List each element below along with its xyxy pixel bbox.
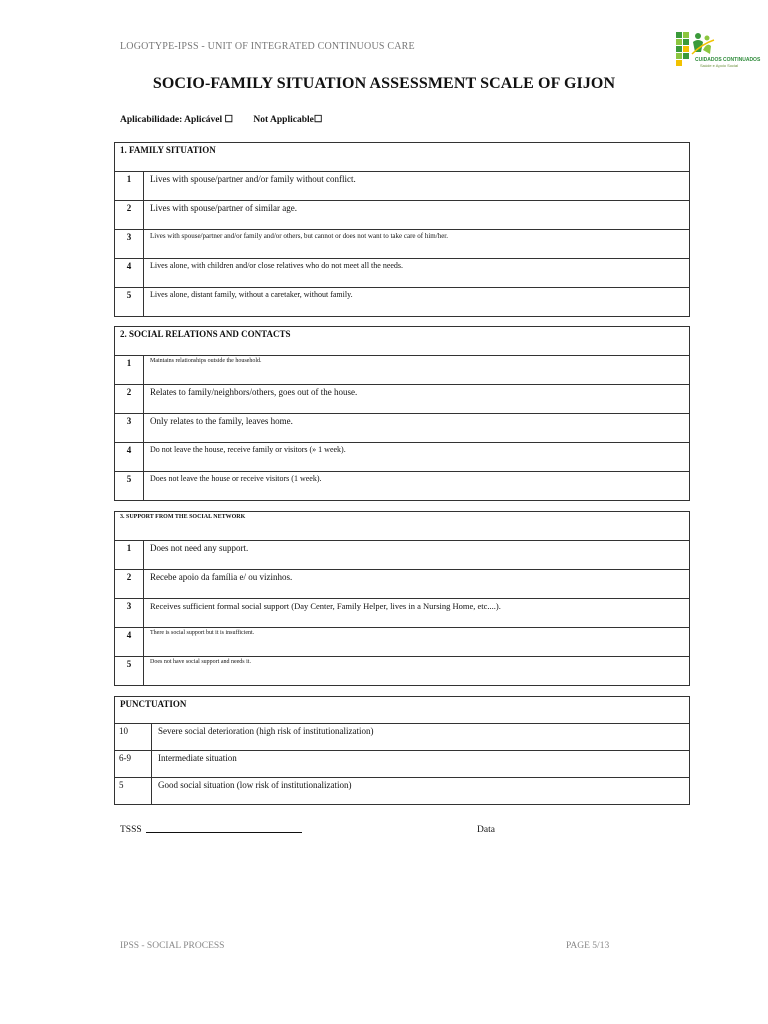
item-text: Does not have social support and needs it.	[144, 657, 690, 686]
table-row[interactable]	[115, 657, 690, 686]
item-text: Does not need any support.	[144, 541, 690, 570]
item-number: 2	[115, 201, 144, 230]
table-row	[115, 778, 690, 805]
item-text: Relates to family/neighbors/others, goes out of the house.	[144, 385, 690, 414]
score-description: Intermediate situation	[152, 751, 690, 778]
family-situation-table	[114, 142, 690, 317]
item-text: Do not leave the house, receive family or visitors (» 1 week).	[144, 443, 690, 472]
not-applicable-checkbox[interactable]: Not Applicable☐	[253, 115, 323, 125]
social-network-support-table	[114, 511, 690, 686]
logo-text-primary: CUIDADOS CONTINUADOS	[695, 57, 761, 63]
table-row[interactable]	[115, 356, 690, 385]
section-title: 2. SOCIAL RELATIONS AND CONTACTS	[115, 327, 690, 356]
date-label: Data	[477, 825, 495, 835]
score-value: 6-9	[115, 751, 152, 778]
item-text: There is social support but it is insufficient.	[144, 628, 690, 657]
tsss-label: TSSS	[120, 825, 142, 835]
item-number: 5	[115, 657, 144, 686]
item-number: 2	[115, 570, 144, 599]
item-number: 2	[115, 385, 144, 414]
table-row[interactable]	[115, 259, 690, 288]
table-row[interactable]	[115, 472, 690, 501]
item-text: Does not leave the house or receive visitors (1 week).	[144, 472, 690, 501]
item-number: 1	[115, 172, 144, 201]
footer-left: IPSS - SOCIAL PROCESS	[120, 941, 225, 951]
header-text: LOGOTYPE-IPSS - UNIT OF INTEGRATED CONTINUOUS CARE	[120, 41, 415, 52]
score-value: 5	[115, 778, 152, 805]
table-row[interactable]	[115, 414, 690, 443]
punctuation-table	[114, 696, 690, 805]
section-title: 1. FAMILY SITUATION	[115, 143, 690, 172]
table-row[interactable]	[115, 541, 690, 570]
item-text: Recebe apoio da família e/ ou vizinhos.	[144, 570, 690, 599]
tsss-signature-line[interactable]	[146, 832, 302, 833]
item-number: 1	[115, 541, 144, 570]
item-number: 5	[115, 472, 144, 501]
table-row[interactable]	[115, 599, 690, 628]
table-row[interactable]	[115, 288, 690, 317]
score-description: Good social situation (low risk of institutionalization)	[152, 778, 690, 805]
item-number: 4	[115, 628, 144, 657]
table-row[interactable]	[115, 628, 690, 657]
item-text: Receives sufficient formal social support (Day Center, Family Helper, lives in a Nursing Home, etc....).	[144, 599, 690, 628]
item-text: Lives with spouse/partner and/or family and/or others, but cannot or does not want to take care of him/her.	[144, 230, 690, 259]
item-text: Lives with spouse/partner and/or family without conflict.	[144, 172, 690, 201]
table-row	[115, 751, 690, 778]
tsss-signature	[120, 825, 302, 835]
table-row[interactable]	[115, 201, 690, 230]
item-number: 3	[115, 230, 144, 259]
table-row[interactable]	[115, 230, 690, 259]
item-number: 1	[115, 356, 144, 385]
logo-text-secondary: Saúde e Apoio Social	[700, 63, 739, 68]
social-relations-table	[114, 326, 690, 501]
item-number: 3	[115, 414, 144, 443]
section-title: PUNCTUATION	[115, 697, 690, 724]
item-text: Lives with spouse/partner of similar age.	[144, 201, 690, 230]
section-title: 3. SUPPORT FROM THE SOCIAL NETWORK	[115, 512, 690, 541]
item-text: Maintains relationships outside the household.	[144, 356, 690, 385]
applicable-checkbox[interactable]: Aplicabilidade: Aplicável ☐	[120, 115, 234, 125]
item-text: Only relates to the family, leaves home.	[144, 414, 690, 443]
page-number: PAGE 5/13	[566, 941, 610, 951]
score-value: 10	[115, 724, 152, 751]
item-number: 5	[115, 288, 144, 317]
item-text: Lives alone, with children and/or close relatives who do not meet all the needs.	[144, 259, 690, 288]
table-row[interactable]	[115, 443, 690, 472]
item-number: 4	[115, 443, 144, 472]
table-row[interactable]	[115, 385, 690, 414]
applicability-row	[120, 114, 340, 125]
item-number: 4	[115, 259, 144, 288]
table-row[interactable]	[115, 570, 690, 599]
item-number: 3	[115, 599, 144, 628]
page-title: SOCIO-FAMILY SITUATION ASSESSMENT SCALE OF GIJON	[152, 75, 616, 92]
item-text: Lives alone, distant family, without a caretaker, without family.	[144, 288, 690, 317]
table-row[interactable]	[115, 172, 690, 201]
score-description: Severe social deterioration (high risk of institutionalization)	[152, 724, 690, 751]
table-row	[115, 724, 690, 751]
